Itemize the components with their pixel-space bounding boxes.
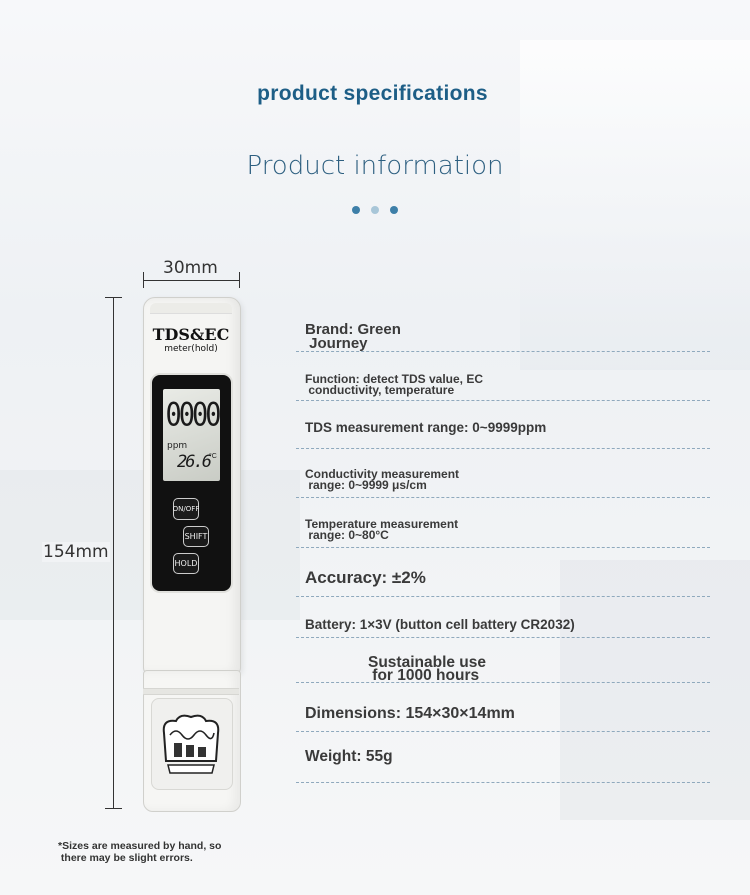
- spec-text: Brand: Green: [305, 321, 401, 338]
- width-dimension-line: [143, 280, 240, 281]
- lcd-unit: ppm: [167, 441, 188, 451]
- lcd-main-reading: 0000: [165, 396, 219, 435]
- shift-button[interactable]: SHIFT: [183, 526, 209, 547]
- spec-text: Sustainable use: [368, 654, 487, 671]
- height-dimension-tick-top: [105, 297, 122, 298]
- dot-indicator: [390, 206, 398, 214]
- section-subtitle: Product information: [246, 151, 504, 181]
- page-title: product specifications: [257, 82, 488, 105]
- spec-divider: [296, 497, 710, 498]
- hold-button[interactable]: HOLD: [173, 553, 199, 574]
- spec-brand: [305, 323, 401, 351]
- spec-text: Journey: [305, 335, 368, 352]
- spec-text: Conductivity measurement: [305, 467, 460, 481]
- spec-text: TDS measurement range: 0~9999ppm: [305, 420, 547, 435]
- meter-brand-label: TDS&EC: [152, 325, 230, 344]
- width-dimension-label: 30mm: [163, 258, 218, 278]
- dot-indicator: [371, 206, 379, 214]
- spec-divider: [296, 731, 710, 732]
- spec-weight: [305, 748, 393, 766]
- spec-text: Battery: 1×3V (button cell battery CR2032): [305, 617, 575, 632]
- spec-text: Temperature measurement: [305, 517, 459, 531]
- measurement-footnote: [58, 840, 221, 864]
- spec-text: Weight: 55g: [305, 748, 393, 765]
- spec-divider: [296, 448, 710, 449]
- spec-divider: [296, 351, 710, 352]
- spec-divider: [296, 596, 710, 597]
- spec-text: Dimensions: 154×30×14mm: [305, 705, 515, 722]
- spec-text: range: 0~9999 μs/cm: [305, 478, 427, 492]
- meter-model-label: meter(hold): [164, 344, 218, 354]
- lcd-temperature-reading: 26.6: [177, 452, 210, 472]
- dot-indicator: [352, 206, 360, 214]
- spec-divider: [296, 782, 710, 783]
- height-dimension-label: 154mm: [43, 542, 109, 562]
- spec-divider: [296, 637, 710, 638]
- spec-text: range: 0~80°C: [305, 528, 389, 542]
- spec-sustainable-use: [368, 656, 486, 682]
- width-dimension-tick-left: [143, 272, 144, 288]
- height-dimension-tick-bottom: [105, 808, 122, 809]
- spec-divider: [296, 682, 710, 683]
- spec-text: Accuracy: ±2%: [305, 568, 426, 587]
- width-dimension-tick-right: [239, 272, 240, 288]
- on-off-button[interactable]: ON/OFF: [173, 498, 199, 520]
- meter-cap-top: [150, 303, 232, 314]
- carousel-dots: [352, 206, 398, 214]
- spec-text: Function: detect TDS value, EC: [305, 372, 484, 386]
- spec-dimensions: [305, 705, 515, 723]
- lcd-temperature-unit: °C: [209, 453, 217, 460]
- footnote-text: there may be slight errors.: [58, 852, 193, 864]
- spec-temperature-range: [305, 519, 458, 541]
- spec-text: conductivity, temperature: [305, 383, 455, 397]
- spec-accuracy: [305, 568, 426, 588]
- spec-tds-range: [305, 420, 546, 435]
- spec-divider: [296, 547, 710, 548]
- footnote-text: *Sizes are measured by hand, so: [58, 840, 222, 852]
- spec-text: for 1000 hours: [368, 667, 480, 684]
- height-dimension-line: [113, 297, 114, 809]
- spec-divider: [296, 400, 710, 401]
- brand-logo-icon: [158, 713, 224, 775]
- meter-body-band: [143, 688, 239, 695]
- spec-conductivity-range: [305, 469, 459, 491]
- spec-function: [305, 374, 483, 396]
- background-counter-shape-right: [560, 560, 750, 820]
- spec-battery: [305, 617, 575, 632]
